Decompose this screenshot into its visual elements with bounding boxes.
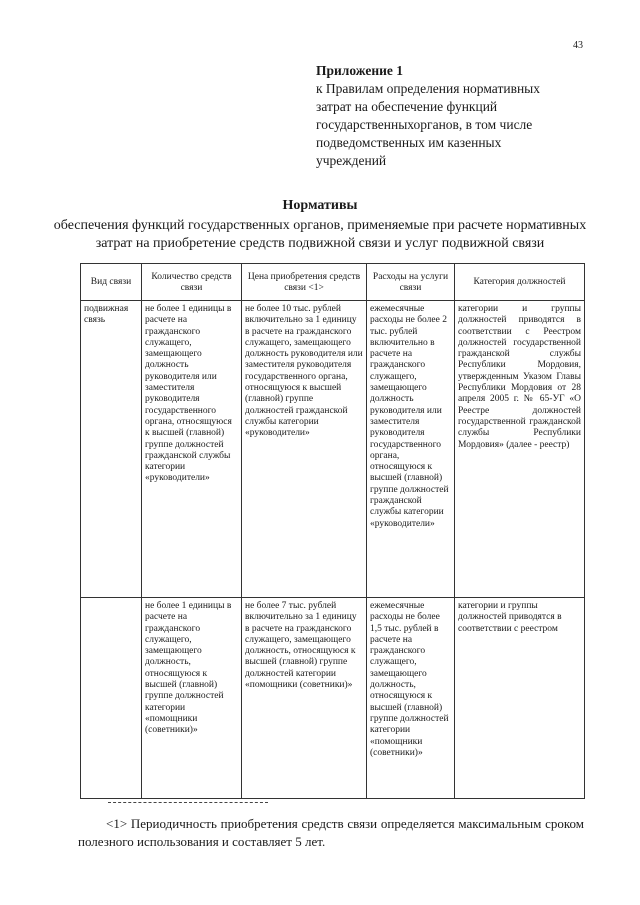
appendix-title: Приложение 1	[316, 63, 404, 78]
header-cell-type: Вид связи	[81, 264, 142, 301]
appendix-line: подведомственных им казенных	[316, 135, 502, 150]
cell-type	[81, 598, 142, 799]
cell-category: категории и группы должностей приводятся в соответствии с Реестром должностей государственной гражданской службы Республики Мордовия, утвержденным Указом Главы Республики Мордовия от 28 апреля 2005 г. № 65-УГ «О Реестре должностей государственной гражданской службы Республики Мордовия» (далее - реестр)	[455, 301, 585, 598]
header-cell-quantity: Количество средств связи	[142, 264, 242, 301]
cell-price: не более 10 тыс. рублей включительно за 1 единицу в расчете на гражданского служащего, замещающего должность руководителя или заместителя руководителя государственного органа, относящуюся к высшей (главной) группе должностей гражданской службы категории «руководители»	[242, 301, 367, 598]
page-number: 43	[573, 40, 583, 51]
document-subtitle: обеспечения функций государственных органов, применяемые при расчете нормативных затрат на приобретение средств подвижной связи и услуг подвижной связи	[53, 218, 587, 251]
document-title: Нормативы	[282, 198, 358, 213]
cell-expenses: ежемесячные расходы не более 1,5 тыс. рублей в расчете на гражданского служащего, замещающего должность, относящуюся к высшей (главной) группе должностей категории «помощники (советники)»	[367, 598, 455, 799]
appendix-line: к Правилам определения нормативных	[316, 81, 540, 96]
cell-quantity: не более 1 единицы в расчете на гражданского служащего, замещающего должность руководителя или заместителя руководителя государственного органа, относящуюся к высшей (главной) группе должностей гражданской службы категории «руководители»	[142, 301, 242, 598]
footnote: <1> Периодичность приобретения средств связи определяется максимальным сроком полезного использования и составляет 5 лет.	[78, 816, 584, 849]
table-header-row	[81, 264, 585, 301]
table-row	[81, 598, 585, 799]
header-cell-price: Цена приобретения средств связи <1>	[242, 264, 367, 301]
footnote-divider	[108, 802, 268, 803]
appendix-line: затрат на обеспечение функций	[316, 99, 498, 114]
header-cell-expenses: Расходы на услуги связи	[367, 264, 455, 301]
cell-quantity: не более 1 единицы в расчете на гражданского служащего, замещающего должность, относящуюся к высшей (главной) группе должностей категории «помощники (советники)»	[142, 598, 242, 799]
document-heading	[40, 197, 600, 253]
cell-type: подвижная связь	[81, 301, 142, 598]
table-row	[81, 301, 585, 598]
header-cell-category: Категория должностей	[455, 264, 585, 301]
cell-price: не более 7 тыс. рублей включительно за 1 единицу в расчете на гражданского служащего, замещающего должность, относящуюся к высшей (главной) группе должностей категории «помощники (советники)»	[242, 598, 367, 799]
appendix-line: учреждений	[316, 153, 387, 168]
norms-table	[80, 263, 585, 799]
cell-category: категории и группы должностей приводятся в соответствии с реестром	[455, 598, 585, 799]
appendix-line: государственныхорганов, в том числе	[316, 117, 533, 132]
cell-expenses: ежемесячные расходы не более 2 тыс. рублей включительно в расчете на гражданского служащего, замещающего должность руководителя или заместителя руководителя государственного органа, относящуюся к высшей (главной) группе должностей гражданской службы категории «руководители»	[367, 301, 455, 598]
appendix-block	[316, 62, 586, 170]
